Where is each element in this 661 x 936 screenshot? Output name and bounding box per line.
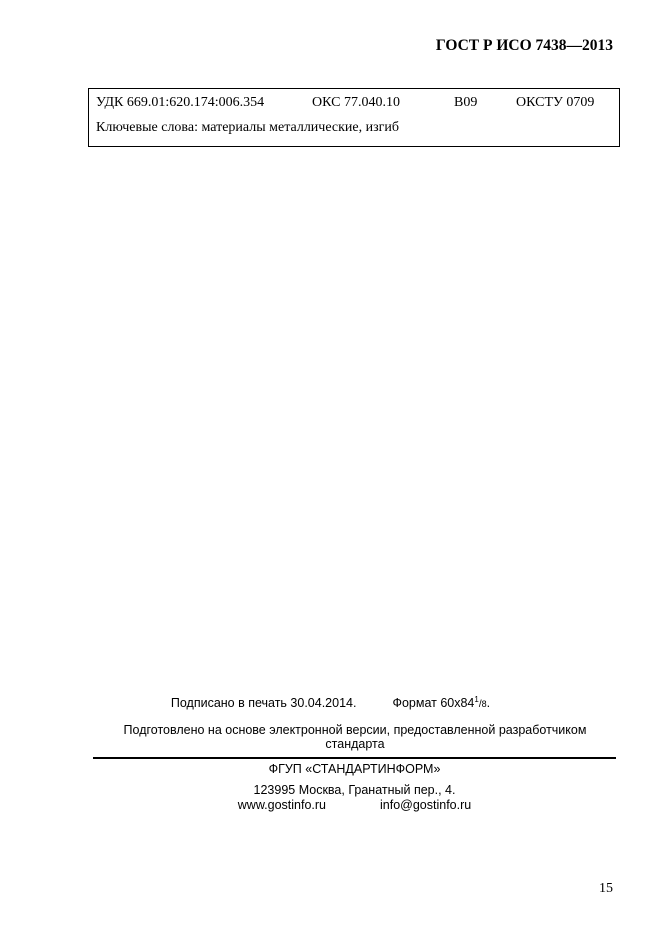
b-code: В09 <box>454 95 478 110</box>
signed-line <box>0 695 661 710</box>
publisher-name: ФГУП «СТАНДАРТИНФОРМ» <box>268 762 441 776</box>
okstu-code: ОКСТУ 0709 <box>516 95 595 110</box>
contact-line <box>0 798 661 812</box>
oks-code: ОКС 77.040.10 <box>312 95 400 110</box>
classification-row <box>89 95 619 113</box>
email-link[interactable]: info@gostinfo.ru <box>380 798 472 812</box>
keywords: Ключевые слова: материалы металлические, изгиб <box>96 120 400 135</box>
publisher-address: 123995 Москва, Гранатный пер., 4. <box>253 783 456 797</box>
page-number: 15 <box>599 881 613 896</box>
website-link[interactable]: www.gostinfo.ru <box>237 798 326 812</box>
classification-box <box>88 88 620 147</box>
divider <box>93 757 616 759</box>
prepared-note: Подготовлено на основе электронной версии, предоставленной разработчиком стандарта <box>123 723 587 751</box>
signed-date: Подписано в печать 30.04.2014. <box>170 696 357 711</box>
paper-format: Формат $60x84^1/8$. <box>392 695 491 711</box>
standard-code-header: ГОСТ Р ИСО 7438—2013 <box>435 37 613 54</box>
udk-code: УДК 669.01:620.174:006.354 <box>96 95 265 110</box>
